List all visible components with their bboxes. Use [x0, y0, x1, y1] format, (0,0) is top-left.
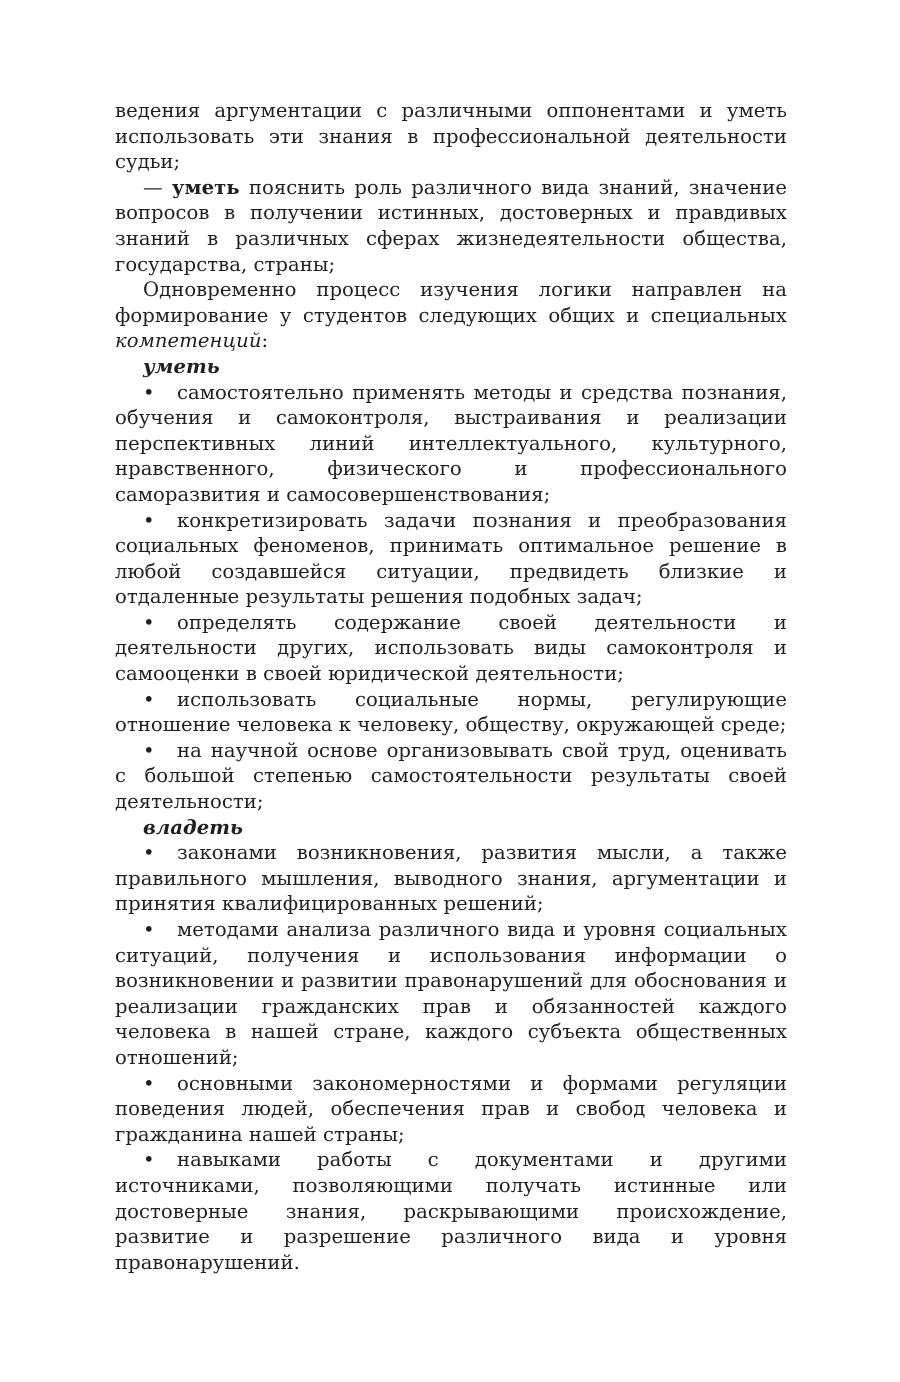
list-item-text: самостоятельно применять методы и средства познания, обучения и самоконтроля, выстраивания и реализации перспективных линий интеллектуального, культурного, нравственного, физического и профессионального саморазвития и самосовершенствования; — [115, 380, 787, 506]
competencies-word: компетенций — [115, 329, 262, 353]
dash: — — [143, 175, 163, 199]
list-item-text: законами возникновения, развития мысли, а также правильного мышления, выводного знания, аргументации и принятия квалифицированных решений; — [115, 841, 787, 916]
list-item — [115, 1147, 787, 1275]
bullet: • — [143, 610, 155, 634]
competencies-colon: : — [261, 329, 269, 353]
list-item-text: на научной основе организовывать свой труд, оценивать с большой степенью самостоятельности результаты своей деятельности; — [115, 738, 787, 814]
list-item — [115, 917, 787, 1071]
umet-item-text: пояснить роль различного вида знаний, значение вопросов в получении истинных, достоверных и правдивых знаний в различных сферах жизнедеятельности общества, государства, страны; — [115, 175, 788, 276]
competencies-intro — [115, 277, 787, 354]
competencies-intro-text: Одновременно процесс изучения логики направлен на формирование у студентов следующих общих и специальных — [115, 278, 787, 327]
list-item-text: основными закономерностями и формами регуляции поведения людей, обеспечения прав и свобод человека и гражданина нашей страны; — [115, 1071, 787, 1146]
list-item — [115, 1071, 787, 1148]
bullet: • — [143, 508, 155, 532]
bullet: • — [143, 380, 155, 404]
list-item-text: навыками работы с документами и другими источниками, позволяющими получать истинные или достоверные знания, раскрывающими происхождение, развитие и разрешение различного вида и уровня правонарушений. — [115, 1148, 787, 1274]
umet-keyword: уметь — [171, 175, 240, 199]
list-item — [115, 840, 787, 917]
section-heading-umet: уметь — [143, 354, 220, 378]
document-page — [115, 98, 787, 1275]
list-item-text: использовать социальные нормы, регулирующие отношение человека к человеку, обществу, окружающей среде; — [115, 687, 787, 737]
bullet: • — [143, 1071, 155, 1095]
bullet: • — [143, 687, 155, 711]
list-item-text: методами анализа различного вида и уровня социальных ситуаций, получения и использования информации о возникновении и развитии правонарушений для обоснования и реализации гражданских прав и обязанностей каждого человека в нашей стране, каждого субъекта общественных отношений; — [115, 918, 787, 1069]
section-heading-vladet: владеть — [143, 815, 244, 839]
bullet: • — [143, 738, 155, 762]
list-item-text: определять содержание своей деятельности и деятельности других, использовать виды самоконтроля и самооценки в своей юридической деятельности; — [115, 610, 787, 686]
bullet: • — [143, 918, 155, 941]
list-item — [115, 508, 787, 610]
list-item-text: конкретизировать задачи познания и преобразования социальных феноменов, принимать оптимальное решение в любой создавшейся ситуации, предвидеть близкие и отдаленные результаты решения подобных задач; — [115, 508, 787, 609]
list-item — [115, 687, 787, 738]
umet-item — [115, 175, 787, 277]
list-item — [115, 738, 787, 815]
intro-continuation: ведения аргументации с различными оппонентами и уметь использовать эти знания в профессиональной деятельности судьи; — [115, 99, 787, 174]
bullet: • — [143, 841, 155, 865]
list-item — [115, 380, 787, 508]
bullet: • — [143, 1148, 155, 1172]
list-item — [115, 610, 787, 687]
